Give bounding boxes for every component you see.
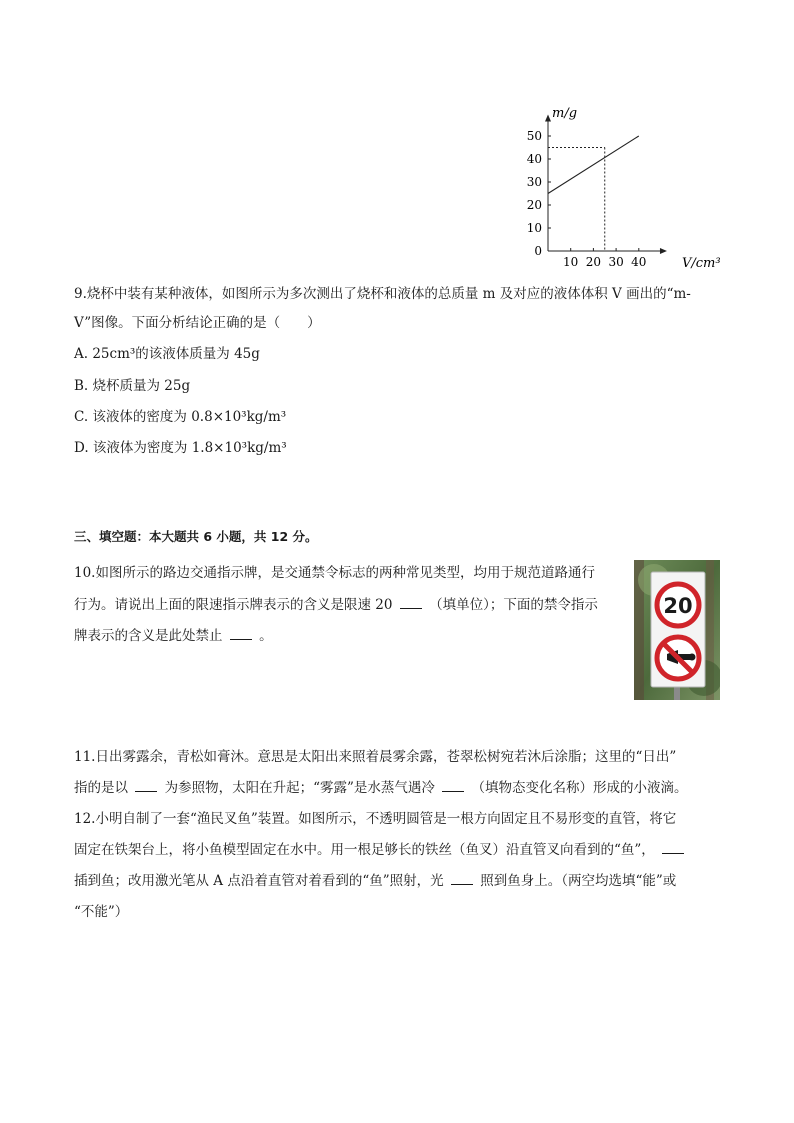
q10-line3 xyxy=(74,624,273,644)
q11-line2-b: 为参照物，太阳在升起；“雾露”是水蒸气遇冷 xyxy=(164,780,435,796)
q12-line3 xyxy=(74,869,676,889)
q12-line4: “不能”） xyxy=(74,904,129,920)
m-v-graph xyxy=(512,100,732,275)
q12-line3-b: 照到鱼身上。（两空均选填“能”或 xyxy=(480,873,677,889)
q9-option-d: D. 该液体为密度为 1.8×10³kg/m³ xyxy=(74,440,287,456)
x-tick-label: 10 xyxy=(563,255,579,269)
q10-line3-text: 牌表示的含义是此处禁止 xyxy=(74,628,223,644)
q9-option-a: A. 25cm³的该液体质量为 45g xyxy=(74,346,260,362)
q10-line2-text: 行为。请说出上面的限速指示牌表示的含义是限速 20 xyxy=(74,597,393,613)
x-tick-label: 30 xyxy=(608,255,624,269)
x-tick-label: 40 xyxy=(631,255,647,269)
q11-blank-1[interactable] xyxy=(135,779,157,792)
y-tick-label: 0 xyxy=(534,244,542,258)
y-tick-label: 20 xyxy=(526,198,542,212)
series-line xyxy=(548,136,639,194)
q12-line1: 12.小明自制了一套“渔民叉鱼”装置。如图所示，不透明圆管是一根方向固定且不易形变的直管，将它 xyxy=(74,811,677,827)
traffic-sign-photo xyxy=(634,560,720,700)
y-axis-label: m/g xyxy=(552,106,578,121)
q12-line2 xyxy=(74,838,687,858)
q11-line1: 11.日出雾露余，青松如膏沐。意思是太阳出来照着晨雾余露，苍翠松树宛若沐后涂脂；这里的“日出” xyxy=(74,749,677,765)
y-tick-label: 30 xyxy=(526,175,542,189)
q10-line2 xyxy=(74,593,598,613)
q12-blank-2[interactable] xyxy=(451,872,473,885)
q11-line2 xyxy=(74,776,688,796)
q10-line1: 10.如图所示的路边交通指示牌，是交通禁令标志的两种常见类型，均用于规范道路通行 xyxy=(74,565,595,581)
ticks xyxy=(527,129,647,269)
y-tick-label: 40 xyxy=(526,152,542,166)
q11-line2-a: 指的是以 xyxy=(74,780,128,796)
x-tick-label: 20 xyxy=(585,255,602,269)
q12-line3-a: 插到鱼；改用激光笔从 A 点沿着直管对着看到的“鱼”照射，光 xyxy=(74,873,444,889)
y-tick-label: 50 xyxy=(526,129,542,143)
x-axis-label: V/cm³ xyxy=(682,256,721,271)
q10-blank-1[interactable] xyxy=(400,596,422,609)
q9-option-c: C. 该液体的密度为 0.8×10³kg/m³ xyxy=(74,409,287,425)
section-heading: 三、填空题：本大题共 6 小题，共 12 分。 xyxy=(74,529,318,544)
x-axis-arrow xyxy=(660,248,667,254)
q12-blank-1[interactable] xyxy=(662,841,684,854)
q12-line2-a: 固定在铁架台上，将小鱼模型固定在水中。用一根足够长的铁丝（鱼叉）沿直管叉向看到的“鱼”， xyxy=(74,842,655,858)
q9-option-b: B. 烧杯质量为 25g xyxy=(74,378,191,394)
speed-limit-number: 20 xyxy=(663,594,693,618)
y-axis-arrow xyxy=(545,115,551,122)
q10-line3-tail: 。 xyxy=(259,628,273,644)
series-marks xyxy=(548,136,639,251)
q11-blank-2[interactable] xyxy=(442,779,464,792)
q11-line2-c: （填物态变化名称）形成的小液滴。 xyxy=(471,780,688,796)
q9-line1: 9.烧杯中装有某种液体，如图所示为多次测出了烧杯和液体的总质量 m 及对应的液体体积 V 画出的“m- xyxy=(74,286,691,302)
y-tick-label: 10 xyxy=(526,221,542,235)
q9-line2: V”图像。下面分析结论正确的是（ ） xyxy=(74,315,321,331)
q10-line2-tail: （填单位）；下面的禁令指示 xyxy=(429,597,598,613)
q10-blank-2[interactable] xyxy=(230,627,252,640)
